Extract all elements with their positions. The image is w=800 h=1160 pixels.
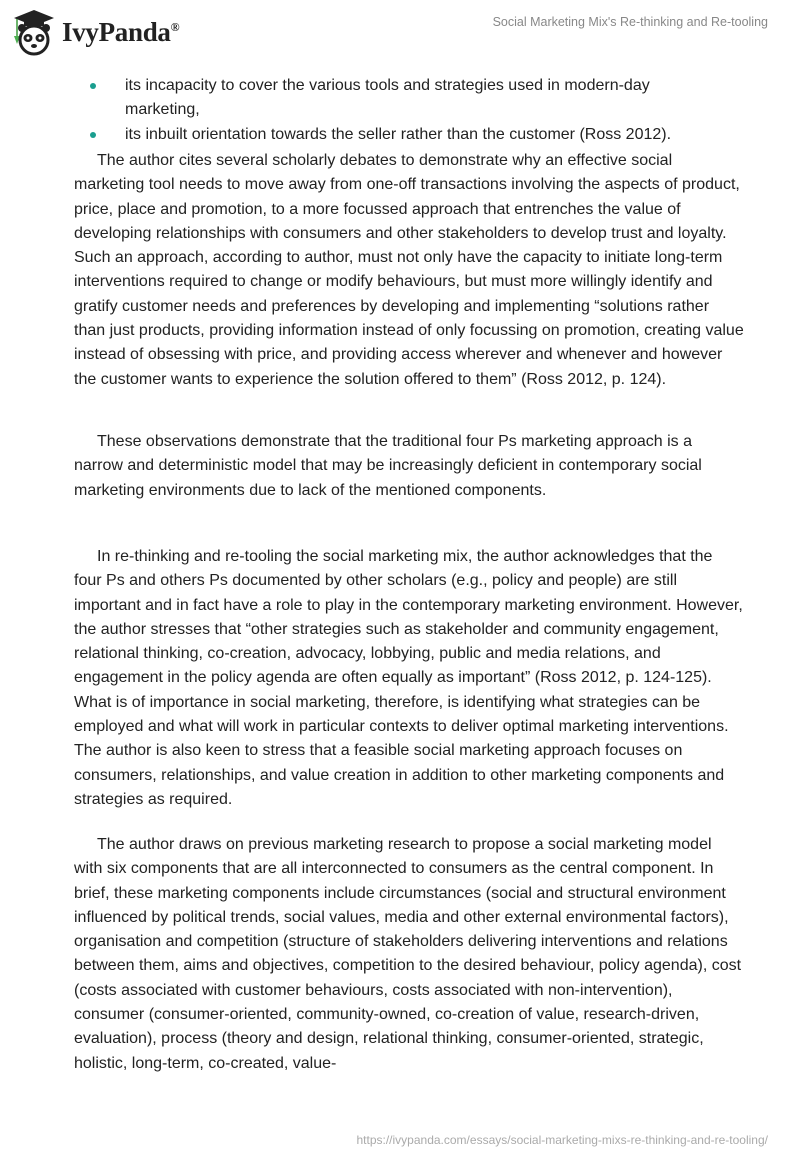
document-title: Social Marketing Mix's Re-thinking and Re-tooling bbox=[492, 15, 768, 29]
bullet-list bbox=[86, 74, 726, 147]
ivypanda-logo[interactable] bbox=[12, 8, 179, 56]
bullet-icon bbox=[90, 83, 96, 89]
registered-mark: ® bbox=[170, 19, 180, 34]
logo-name: IvyPanda bbox=[62, 16, 171, 47]
list-item bbox=[86, 123, 726, 147]
list-item-text: its incapacity to cover the various tools and strategies used in modern-day marketing, bbox=[125, 77, 650, 119]
panda-graduate-icon bbox=[12, 8, 56, 56]
list-item bbox=[86, 74, 726, 123]
list-item-text: its inbuilt orientation towards the seller rather than the customer (Ross 2012). bbox=[125, 125, 672, 143]
bullet-icon bbox=[90, 132, 96, 138]
paragraph: These observations demonstrate that the traditional four Ps marketing approach is a narrow and deterministic model that may be increasingly deficient in contemporary social marketing environments due to lack of the mentioned components. bbox=[74, 433, 702, 499]
logo-text bbox=[62, 17, 179, 48]
paragraph: The author draws on previous marketing research to propose a social marketing model with six components that are all interconnected to consumers as the central component. In brief, these marketing components include circumstances (social and structural environment influenced by political trends, social values, media and other external environmental factors), organisation and competition (structure of stakeholders delivering interventions and relations between them, aims and objectives, competition to the desired behaviour, policy agenda), cost (costs associated with customer behaviours, costs associated with non-intervention), consumer (consumer-oriented, community-owned, co-creation of value, research-driven, evaluation), process (theory and design, relational thinking, consumer-oriented, strategic, holistic, long-term, co-created, value- bbox=[74, 836, 742, 1072]
source-url[interactable]: https://ivypanda.com/essays/social-marketing-mixs-re-thinking-and-re-tooling/ bbox=[356, 1133, 768, 1147]
paragraph: In re-thinking and re-tooling the social marketing mix, the author acknowledges that the four Ps and others Ps documented by other scholars (e.g., policy and people) are still important and in fact have a role to play in the contemporary marketing environment. However, the author stresses that “other strategies such as stakeholder and community engagement, relational thinking, co-creation, advocacy, lobbying, public and media relations, and engagement in the policy agenda are often equally as important” (Ross 2012, p. 124-125). What is of importance in social marketing, therefore, is identifying what strategies can be employed and what will work in particular contexts to deliver optimal marketing interventions. The author is also keen to stress that a feasible social marketing approach focuses on consumers, relationships, and value creation in addition to other marketing components and strategies as required. bbox=[74, 548, 743, 808]
paragraph: The author cites several scholarly debates to demonstrate why an effective social marketing tool needs to move away from one-off transactions involving the aspects of product, price, place and promotion, to a more focussed approach that entrenches the value of developing relationships with consumers and other stakeholders to develop trust and loyalty. Such an approach, according to author, must not only have the capacity to initiate long-term interventions required to change or modify behaviours, but must more willingly identify and gratify customer needs and preferences by developing and implementing “solutions rather than just products, providing information instead of only focussing on promotion, creating value instead of obsessing with price, and providing access wherever and whenever and however the customer wants to experience the solution offered to them” (Ross 2012, p. 124). bbox=[74, 152, 744, 388]
